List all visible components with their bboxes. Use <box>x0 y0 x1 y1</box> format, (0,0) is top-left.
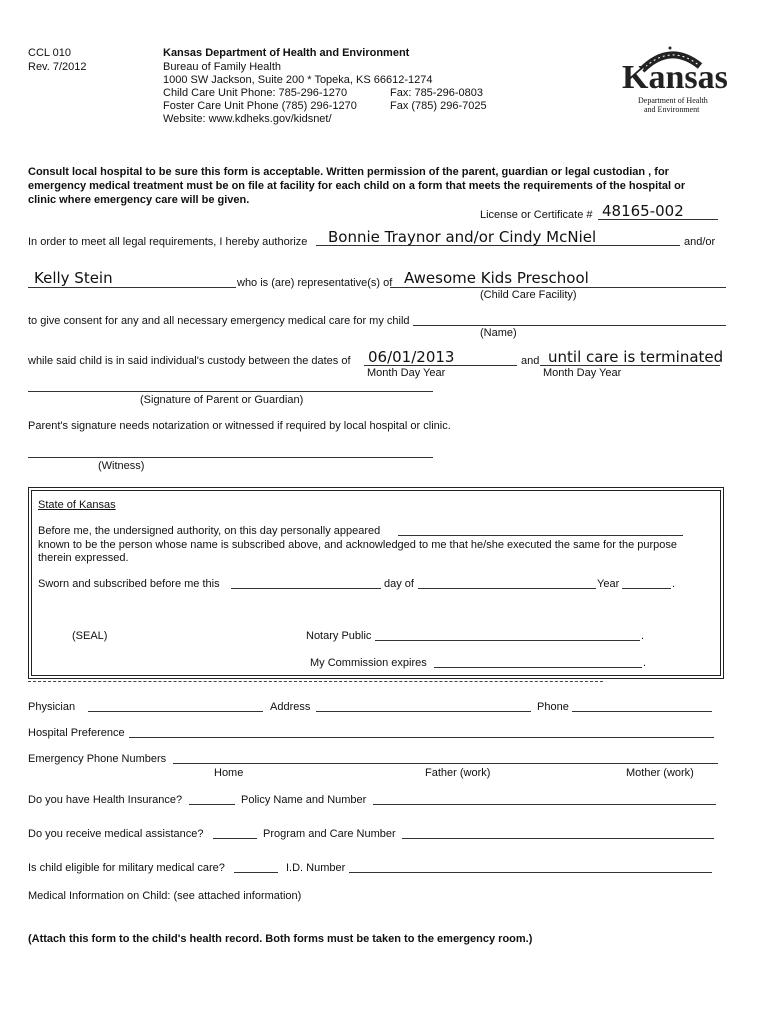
logo-wordmark: Kansas <box>622 59 728 96</box>
representative-label: who is (are) representative(s) of <box>237 277 393 289</box>
phone-label: Phone <box>537 701 569 713</box>
child-care-phone: Child Care Unit Phone: 785-296-1270 <box>163 87 348 99</box>
form-revision: Rev. 7/2012 <box>28 61 87 73</box>
license-value[interactable]: 48165-002 <box>602 202 684 220</box>
agency-address: 1000 SW Jackson, Suite 200 * Topeka, KS 66612-1274 <box>163 74 433 86</box>
sworn-year-line[interactable] <box>622 588 671 589</box>
phone-line[interactable] <box>572 711 712 712</box>
appeared-person-line[interactable] <box>398 535 683 536</box>
notary-public-period: . <box>641 630 645 642</box>
notary-state: State of Kansas <box>38 499 116 511</box>
notary-line-3: therein expressed. <box>38 552 129 564</box>
mother-caption: Mother (work) <box>626 767 694 779</box>
commission-period: . <box>643 657 647 669</box>
license-label: License or Certificate # <box>480 209 593 221</box>
child-name-caption: (Name) <box>480 327 517 339</box>
foster-care-phone: Foster Care Unit Phone (785) 296-1270 <box>163 100 357 112</box>
facility-line[interactable] <box>390 287 726 288</box>
kansas-logo <box>620 40 728 120</box>
military-line[interactable] <box>234 872 278 873</box>
policy-line[interactable] <box>373 804 716 805</box>
andor-label: and/or <box>684 236 716 248</box>
notary-line-1: Before me, the undersigned authority, on this day personally appeared <box>38 525 381 537</box>
policy-label: Policy Name and Number <box>241 794 367 806</box>
hospital-label: Hospital Preference <box>28 727 125 739</box>
second-person-line[interactable] <box>28 287 236 288</box>
notary-public-label: Notary Public <box>306 630 372 642</box>
assistance-line[interactable] <box>213 838 257 839</box>
day-of-label: day of <box>384 578 414 590</box>
form-code: CCL 010 <box>28 47 72 59</box>
program-label: Program and Care Number <box>263 828 396 840</box>
bureau-name: Bureau of Family Health <box>163 61 281 73</box>
signature-caption: (Signature of Parent or Guardian) <box>140 394 304 406</box>
seal-label: (SEAL) <box>72 630 108 642</box>
second-person-value[interactable]: Kelly Stein <box>34 269 113 287</box>
foster-care-fax: Fax (785) 296-7025 <box>390 100 487 112</box>
home-caption: Home <box>214 767 244 779</box>
sworn-month-line[interactable] <box>418 588 596 589</box>
military-label: Is child eligible for military medical care? <box>28 862 225 874</box>
id-line[interactable] <box>349 872 712 873</box>
start-date-caption: Month Day Year <box>367 367 446 379</box>
address-label: Address <box>270 701 311 713</box>
program-line[interactable] <box>402 838 714 839</box>
year-period: . <box>672 578 676 590</box>
child-name-line[interactable] <box>413 325 726 326</box>
medical-info-label: Medical Information on Child: (see attached information) <box>28 890 302 902</box>
emergency-line[interactable] <box>173 763 718 764</box>
consent-label: to give consent for any and all necessary emergency medical care for my child <box>28 315 410 327</box>
insurance-label: Do you have Health Insurance? <box>28 794 183 806</box>
end-date-caption: Month Day Year <box>543 367 622 379</box>
sworn-day-line[interactable] <box>231 588 381 589</box>
attach-note: (Attach this form to the child's health record. Both forms must be taken to the emergency room.) <box>28 933 533 945</box>
agency-name: Kansas Department of Health and Environment <box>163 47 410 59</box>
assistance-label: Do you receive medical assistance? <box>28 828 204 840</box>
notary-line-2: known to be the person whose name is subscribed above, and acknowledged to me that he/she executed the same for the purpose <box>38 539 678 551</box>
facility-caption: (Child Care Facility) <box>480 289 577 301</box>
insurance-line[interactable] <box>189 804 235 805</box>
emergency-label: Emergency Phone Numbers <box>28 753 167 765</box>
father-caption: Father (work) <box>425 767 491 779</box>
address-line[interactable] <box>316 711 531 712</box>
sworn-label: Sworn and subscribed before me this <box>38 578 220 590</box>
start-date-value[interactable]: 06/01/2013 <box>368 348 455 366</box>
witness-line[interactable] <box>28 457 433 458</box>
end-date-value[interactable]: until care is terminated <box>548 348 724 366</box>
facility-value[interactable]: Awesome Kids Preschool <box>404 269 589 287</box>
id-label: I.D. Number <box>286 862 346 874</box>
logo-subtitle-1: Department of Health <box>638 96 708 105</box>
cut-line <box>28 681 603 682</box>
intro-line-3: clinic where emergency care will be given. <box>28 194 250 206</box>
authorize-label: In order to meet all legal requirements, I hereby authorize <box>28 236 308 248</box>
logo-subtitle-2: and Environment <box>644 105 700 114</box>
agency-website[interactable]: Website: www.kdheks.gov/kidsnet/ <box>163 113 332 125</box>
parent-signature-line[interactable] <box>28 391 433 392</box>
authorized-person-value[interactable]: Bonnie Traynor and/or Cindy McNiel <box>328 228 597 246</box>
dates-label: while said child is in said individual's custody between the dates of <box>28 355 351 367</box>
intro-line-2: emergency medical treatment must be on file at facility for each child on a form that meets the requirements of the hospital or <box>28 180 686 192</box>
commission-line[interactable] <box>434 667 642 668</box>
intro-line-1: Consult local hospital to be sure this form is acceptable. Written permission of the parent, guardian or legal custodian , for <box>28 166 669 178</box>
physician-label: Physician <box>28 701 76 713</box>
notarize-note: Parent's signature needs notarization or witnessed if required by local hospital or clinic. <box>28 420 451 432</box>
dates-and-label: and <box>521 355 540 367</box>
year-label: Year <box>597 578 620 590</box>
physician-line[interactable] <box>88 711 263 712</box>
child-care-fax: Fax: 785-296-0803 <box>390 87 483 99</box>
commission-label: My Commission expires <box>310 657 427 669</box>
hospital-line[interactable] <box>129 737 714 738</box>
notary-public-line[interactable] <box>375 640 640 641</box>
witness-caption: (Witness) <box>98 460 145 472</box>
